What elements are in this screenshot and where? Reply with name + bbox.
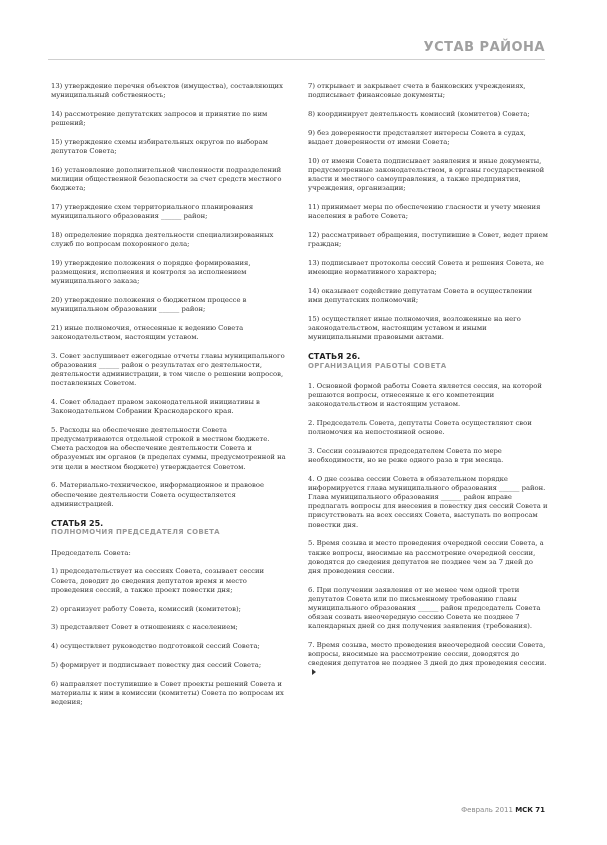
paragraph: 8) координирует деятельность комиссий (комитетов) Совета; [308,109,530,118]
article-25-heading: СТАТЬЯ 25. [51,518,104,528]
paragraph: 6) направляет поступившие в Совет проекты решений Совета и материалы к ним в комиссии (комитеты) Совета по вопросам их ведения; [51,680,284,707]
paragraph: 19) утверждение положения о порядке формирования, размещения, исполнения и контроля за исполнением муниципального заказа; [51,259,251,286]
left-paragraphs-after [51,549,291,708]
paragraph: 1. Основной формой работы Совета является сессия, на которой решаются вопросы, отнесенные к его компетенции законодательством и настоящим уставом. [308,382,542,409]
paragraph: 5. Время созыва и место проведения очередной сессии Совета, а также вопросы, вносимые на рассмотрение очередной сессии, доводятся до сведения депутатов не позднее чем за 7 дней до дня проведения сессии. [308,539,544,575]
paragraph: 5. Расходы на обеспечение деятельности Совета предусматриваются отдельной строкой в местном бюджете. Смета расходов на обеспечение деятельности Совета и образуемых им органов (в пределах суммы, предусмотренной на эти цели в местном бюджете) утверждается Советом. [51,426,286,471]
paragraph: 15) осуществляет иные полномочия, возложенные на него законодательством, настоящим уставом и иными муниципальными правовыми актами. [308,314,521,342]
paragraph: 3) представляет Совет в отношениях с населением; [51,623,238,632]
paragraph: 15) утверждение схемы избирательных округов по выборам депутатов Совета; [51,137,268,156]
paragraph: 3. Совет заслушивает ежегодные отчеты главы муниципального образования ______ район о результатах его деятельности, деятельности администрации, в том числе о решении вопросов, поставленных Советом. [51,352,285,388]
left-paragraphs-before [51,82,291,509]
footer-page-number: 71 [535,806,545,814]
paragraph: 6. Материально-техническое, информационное и правовое обеспечение деятельности Совета осуществляется администрацией. [51,481,264,508]
paragraph: 17) утверждение схем территориального планирования муниципального образования ______ район; [51,203,254,221]
left-column [51,82,291,717]
paragraph: 3. Сессии созываются председателем Совета по мере необходимости, но не реже одного раза в три месяца. [308,447,504,465]
footer-date: Февраль 2011 [461,806,513,814]
page-footer [461,806,545,814]
paragraph: 2. Председатель Совета, депутаты Совета осуществляют свои полномочия на непостоянной основе. [308,419,532,437]
paragraph: 1) председательствует на сессиях Совета, созывает сессии Совета, доводит до сведения депутатов время и место проведения сессий, а также проект повестки дня; [51,567,265,594]
paragraph: 12) рассматривает обращения, поступившие в Совет, ведет прием граждан; [308,231,548,249]
paragraph: 14) оказывает содействие депутатам Совета в осуществлении ими депутатских полномочий; [308,286,533,305]
end-of-article-marker-icon [312,669,316,675]
paragraph: 4. О дне созыва сессии Совета в обязательном порядке информируется глава муниципального образования ______ район. Глава муниципального образования ______ район вправе предлагать вопросы для внесения в повестку дня сессий Совета и присутствовать на всех сессиях Совета, выступать по вопросам повестки дня. [308,475,548,529]
right-paragraphs-before [308,82,548,342]
page-header-title: УСТАВ РАЙОНА [423,40,545,55]
paragraph: 13) утверждение перечня объектов (имущества), составляющих муниципальный собственность; [51,82,283,100]
paragraph: 11) принимает меры по обеспечению гласности и учету мнения населения в работе Совета; [308,203,541,221]
footer-magazine: МСК [515,806,534,814]
article-26-subheading: ОРГАНИЗАЦИЯ РАБОТЫ СОВЕТА [308,361,447,370]
paragraph: 10) от имени Совета подписывает заявления и иные документы, предусмотренные законодательством, в органы государственной власти и местного самоуправления, а также предприятия, учреждения, организации; [308,156,545,193]
paragraph: 9) без доверенности представляет интересы Совета в судах, выдает доверенности от имени Совета; [308,128,526,146]
header-divider [48,59,545,60]
article-26-heading: СТАТЬЯ 26. [308,352,361,362]
last-paragraph [308,641,548,677]
paragraph: 4) осуществляет руководство подготовкой сессий Совета; [51,642,260,651]
article-25-subheading: ПОЛНОМОЧИЯ ПРЕДСЕДАТЕЛЯ СОВЕТА [51,528,220,537]
paragraph: 21) иные полномочия, отнесенные к ведению Совета законодательством, настоящим уставом. [51,324,244,342]
paragraph: 16) установление дополнительной численности подразделений милиции общественной безопасности за счет средств местного бюджета; [51,165,282,193]
paragraph: Председатель Совета: [51,548,131,557]
paragraph: 13) подписывает протоколы сессий Совета и решения Совета, не имеющие нормативного характера; [308,259,544,277]
paragraph: 20) утверждение положения о бюджетном процессе в муниципальном образовании ______ район; [51,296,247,314]
paragraph: 5) формирует и подписывает повестку дня сессий Совета; [51,661,262,670]
paragraph: 7) открывает и закрывает счета в банковских учреждениях, подписывает финансовые документы; [308,82,526,100]
paragraph: 2) организует работу Совета, комиссий (комитетов); [51,604,241,613]
paragraph: 4. Совет обладает правом законодательной инициативы в Законодательном Собрании Краснодарского края. [51,398,260,416]
right-paragraphs-after [308,382,548,677]
last-paragraph-text: 7. Время созыва, место проведения внеочередной сессии Совета, вопросы, вносимые на рассмотрение сессии, доводятся до сведения депутатов не позднее 3 дней до дня проведения сессии. [308,640,547,668]
paragraph: 14) рассмотрение депутатских запросов и принятие по ним решений; [51,109,268,128]
right-column [308,82,548,687]
paragraph: 18) определение порядка деятельности специализированных служб по вопросам похоронного дела; [51,231,274,249]
paragraph: 6. При получении заявления от не менее чем одной трети депутатов Совета или по письменному требованию главы муниципального образования ______ район председатель Совета обязан созвать внеочередную сессию Совета не позднее 7 календарных дней со дня получения заявления (требования). [308,585,541,630]
